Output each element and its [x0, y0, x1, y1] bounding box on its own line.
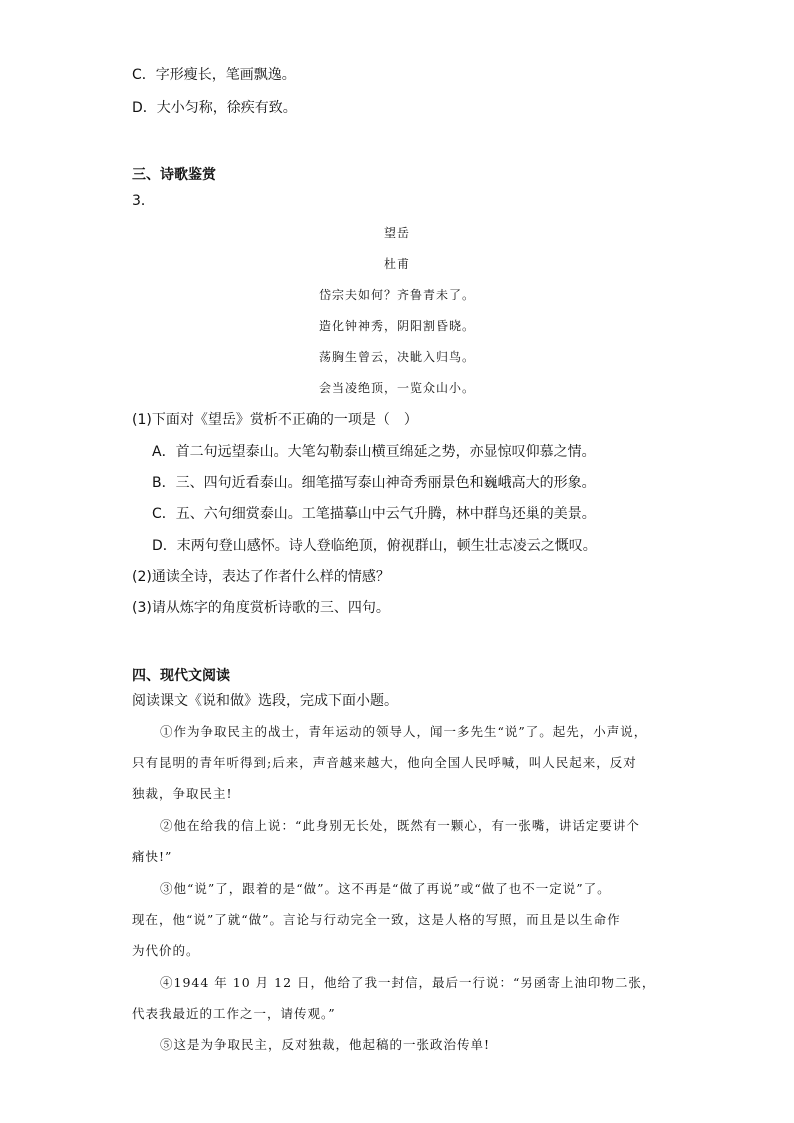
poem-line: 荡胸生曾云，决眦入归鸟。: [318, 350, 475, 364]
passage-line: 痛快!”: [132, 849, 173, 864]
poem-title: 望岳: [383, 226, 410, 240]
answer-option: C．五、六句细赏泰山。工笔描摹山中云气升腾，林中群鸟还巢的美景。: [152, 506, 596, 522]
poem-author: 杜甫: [383, 257, 410, 271]
poem-line: 会当凌绝顶，一览众山小。: [318, 381, 475, 395]
passage-line: 只有昆明的青年听得到;后来，声音越来越大，他向全国人民呼喊，叫人民起来，反对: [132, 755, 637, 770]
passage-line: ②他在给我的信上说：“此身别无长处，既然有一颗心，有一张嘴，讲话定要讲个: [160, 818, 640, 833]
question-number: 3．: [132, 193, 155, 209]
passage-line: ④1944 年 10 月 12 日，他给了我一封信，最后一行说：“另函寄上油印物二张，: [160, 975, 656, 990]
passage-line: 为代价的。: [132, 943, 200, 958]
sub-question-1: (1)下面对《望岳》赏析不正确的一项是（ ）: [132, 412, 418, 428]
passage-line: ⑤这是为争取民主，反对独裁，他起稿的一张政治传单!: [160, 1037, 491, 1052]
answer-option: D．末两句登山感怀。诗人登临绝顶，俯视群山，顿生壮志凌云之慨叹。: [152, 538, 597, 554]
sub-question-2: (2)通读全诗，表达了作者什么样的情感？: [132, 569, 390, 585]
passage-line: 现在，他“说”了就“做”。言论与行动完全一致，这是人格的写照，而且是以生命作: [132, 912, 621, 927]
passage-line: 代表我最近的工作之一，请传观。”: [132, 1006, 336, 1021]
option-d: D．大小匀称，徐疾有致。: [132, 100, 297, 116]
section-heading-reading: 四、现代文阅读: [132, 668, 230, 684]
section-heading-poetry: 三、诗歌鉴赏: [132, 167, 216, 183]
answer-option: A．首二句远望泰山。大笔勾勒泰山横亘绵延之势，亦显惊叹仰慕之情。: [152, 444, 596, 460]
poem-line: 造化钟神秀，阴阳割昏晓。: [318, 319, 475, 333]
passage-line: ③他“说”了，跟着的是“做”。这不再是“做了再说”或“做了也不一定说”了。: [160, 881, 611, 896]
option-c: C．字形瘦长，笔画飘逸。: [132, 67, 296, 83]
answer-option: B．三、四句近看泰山。细笔描写泰山神奇秀丽景色和巍峨高大的形象。: [152, 475, 596, 491]
passage-line: 独裁，争取民主!: [132, 786, 233, 801]
sub-question-3: (3)请从炼字的角度赏析诗歌的三、四句。: [132, 600, 390, 616]
poem-line: 岱宗夫如何？齐鲁青未了。: [318, 288, 475, 302]
reading-intro: 阅读课文《说和做》选段，完成下面小题。: [132, 693, 398, 709]
passage-line: ①作为争取民主的战士，青年运动的领导人，闻一多先生“说”了。起先，小声说，: [160, 724, 648, 739]
